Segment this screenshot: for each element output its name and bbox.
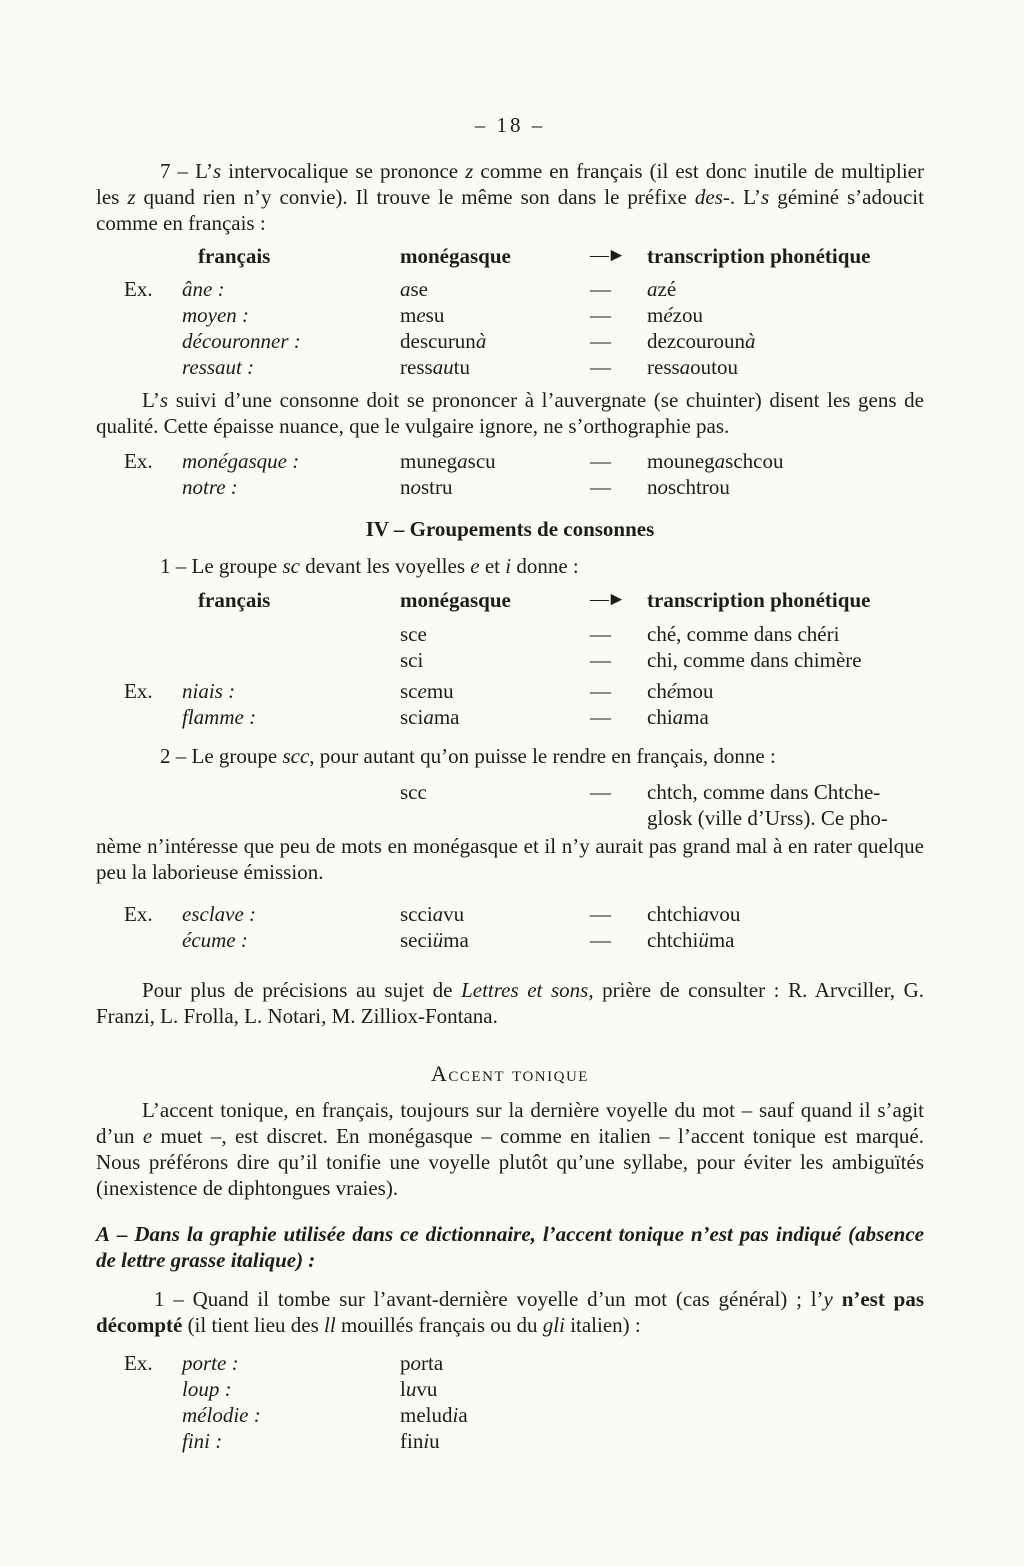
arrow-icon: —►	[590, 245, 624, 266]
paragraph-consulter: Pour plus de précisions au sujet de Lettres et sons, prière de consulter : R. Arvciller, G. Franzi, L. Frolla, L. Notari, M. Zilliox-Fontana.	[96, 978, 924, 1028]
dash: —	[590, 705, 611, 729]
table-row	[124, 354, 924, 380]
column-header-monegasque: monégasque	[400, 588, 511, 612]
paragraph-accent-tonique: L’accent tonique, en français, toujours sur la dernière voyelle du mot – sauf quand il s’agit d’un e muet –, est discret. En monégasque – comme en italien – l’accent tonique est marqué. Nous préférons dire qu’il tonifie une voyelle plutôt qu’une syllabe, pour éviter les ambiguïtés (inexistence de diphtongues vraies).	[96, 1098, 924, 1200]
ex-label	[124, 621, 182, 647]
table-row	[124, 328, 924, 354]
french-word	[182, 621, 400, 647]
monegasque-word: mesu	[400, 303, 445, 327]
monegasque-word: munegascu	[400, 449, 496, 473]
monegasque-word: sciama	[400, 705, 460, 729]
table-row	[124, 302, 924, 328]
table4-exemples-sc	[96, 678, 924, 730]
table-row	[124, 678, 924, 704]
ex-label	[124, 779, 182, 831]
column-header-francais: français	[198, 588, 271, 612]
dash	[590, 1376, 647, 1402]
dash: —	[590, 355, 611, 379]
french-word: ressaut :	[182, 355, 255, 379]
dash: —	[590, 303, 611, 327]
table-row	[124, 901, 924, 927]
heading-a-graphie: A – Dans la graphie utilisée dans ce dictionnaire, l’accent tonique n’est pas indiqué (absence de lettre grasse italique) :	[96, 1222, 924, 1272]
table-row	[124, 647, 924, 673]
table-row	[124, 704, 924, 730]
monegasque-word: seciüma	[400, 928, 469, 952]
ex-label: Ex.	[124, 449, 153, 473]
table1-exemples-s	[96, 276, 924, 380]
table7-exemples-accent	[96, 1350, 924, 1454]
phonetic-line-2: glosk (ville d’Urss). Ce pho-	[647, 806, 888, 830]
header-spacer	[124, 243, 182, 269]
ex-label	[124, 354, 182, 380]
french-word: âne :	[182, 277, 225, 301]
french-word: notre :	[182, 475, 238, 499]
table2-exemples-chuintement	[96, 448, 924, 500]
paragraph-s-intervocalique: 7 – L’s intervocalique se prononce z comme en français (il est donc inutile de multiplier les z quand rien n’y convie). Il trouve le même son dans le préfixe des-. L’s géminé s’adoucit comme en français :	[96, 159, 924, 235]
french-word: fini :	[182, 1429, 223, 1453]
ex-label: Ex.	[124, 277, 153, 301]
section-heading-groupements: IV – Groupements de consonnes	[365, 517, 655, 541]
phonetic-word: mounegaschcou	[647, 449, 784, 473]
ex-label	[124, 474, 182, 500]
table1-header	[124, 243, 924, 269]
french-word: niais :	[182, 679, 236, 703]
monegasque-word: scciavu	[400, 902, 465, 926]
paragraph-chuinter: L’s suivi d’une consonne doit se prononcer à l’auvergnate (se chuinter) disent les gens de qualité. Cette épaisse nuance, que le vulgaire ignore, ne s’orthographie pas.	[96, 388, 924, 438]
table3-header	[124, 587, 924, 613]
table-row	[124, 276, 924, 302]
phonetic-line-1: chtch, comme dans Chtche-	[647, 780, 881, 804]
phonetic-word	[647, 1428, 924, 1454]
monegasque-word: scemu	[400, 679, 454, 703]
ex-label	[124, 1376, 182, 1402]
phonetic-word: chémou	[647, 679, 714, 703]
table-row	[124, 621, 924, 647]
phonetic-word: mézou	[647, 303, 703, 327]
table-row	[124, 1402, 924, 1428]
french-word: écume :	[182, 928, 248, 952]
french-word: moyen :	[182, 303, 250, 327]
table-row	[124, 1428, 924, 1454]
monegasque-word: ressautu	[400, 355, 471, 379]
page-number: – 18 –	[474, 113, 546, 137]
monegasque-word: ase	[400, 277, 428, 301]
dash: —	[590, 277, 611, 301]
monegasque-word: porta	[400, 1351, 444, 1375]
french-word: mélodie :	[182, 1403, 261, 1427]
section-heading-accent-tonique: Accent tonique	[431, 1061, 589, 1086]
table5-groupe-scc	[124, 779, 924, 831]
french-word	[182, 647, 400, 673]
dash: —	[590, 902, 611, 926]
ex-label	[124, 647, 182, 673]
dash: —	[590, 648, 611, 672]
dash: —	[590, 622, 611, 646]
column-header-transcription: transcription phonétique	[647, 588, 871, 612]
column-header-transcription: transcription phonétique	[647, 244, 871, 268]
monegasque-word: sci	[400, 648, 424, 672]
ex-label	[124, 704, 182, 730]
french-word: loup :	[182, 1377, 232, 1401]
monegasque-word: finiu	[400, 1429, 440, 1453]
ex-label	[124, 1402, 182, 1428]
header-spacer	[124, 587, 182, 613]
french-word: découronner :	[182, 329, 301, 353]
phonetic-word: chtchiüma	[647, 928, 735, 952]
phonetic-word	[647, 1402, 924, 1428]
table-row	[124, 1350, 924, 1376]
dash: —	[590, 449, 611, 473]
phonetic-word: ressaoutou	[647, 355, 739, 379]
dash	[590, 1402, 647, 1428]
ex-label: Ex.	[124, 1351, 153, 1375]
french-word: monégasque :	[182, 449, 300, 473]
ex-label	[124, 328, 182, 354]
phonetic-word: chiama	[647, 705, 709, 729]
column-header-francais: français	[198, 244, 271, 268]
table6-exemples-scc	[96, 901, 924, 953]
ex-label: Ex.	[124, 679, 153, 703]
french-word: esclave :	[182, 902, 257, 926]
table-row	[124, 1376, 924, 1402]
dash: —	[590, 679, 611, 703]
arrow-icon: —►	[590, 589, 624, 610]
phonetic-word: ché, comme dans chéri	[647, 622, 840, 646]
paragraph-groupe-scc: 2 – Le groupe scc, pour autant qu’on puisse le rendre en français, donne :	[160, 744, 776, 768]
monegasque-word: sce	[400, 622, 427, 646]
table-row	[124, 474, 924, 500]
ex-label	[124, 302, 182, 328]
table-row	[124, 927, 924, 953]
monegasque-word: descurunà	[400, 329, 487, 353]
french-word	[182, 779, 400, 831]
paragraph-phoneme-suite: nème n’intéresse que peu de mots en monégasque et il n’y aurait pas grand mal à en rater quelque peu la laborieuse émission.	[96, 834, 924, 884]
french-word: porte :	[182, 1351, 239, 1375]
column-header-monegasque: monégasque	[400, 244, 511, 268]
dash: —	[590, 928, 611, 952]
monegasque-word: meludia	[400, 1403, 468, 1427]
phonetic-word: noschtrou	[647, 475, 730, 499]
phonetic-word: dezcourounà	[647, 329, 756, 353]
table-row	[124, 448, 924, 474]
phonetic-word: chtchiavou	[647, 902, 741, 926]
ex-label: Ex.	[124, 902, 153, 926]
ex-label	[124, 927, 182, 953]
phonetic-word	[647, 1376, 924, 1402]
french-word: flamme :	[182, 705, 257, 729]
dash: —	[590, 329, 611, 353]
dash: —	[590, 780, 611, 804]
phonetic-word: chi, comme dans chimère	[647, 648, 862, 672]
monegasque-word: luvu	[400, 1377, 438, 1401]
phonetic-word	[647, 779, 924, 831]
ex-label	[124, 1428, 182, 1454]
phonetic-word	[647, 1350, 924, 1376]
dash	[590, 1428, 647, 1454]
phonetic-word: azé	[647, 277, 677, 301]
paragraph-groupe-sc: 1 – Le groupe sc devant les voyelles e et i donne :	[160, 554, 579, 578]
monegasque-word: nostru	[400, 475, 453, 499]
dash	[590, 1350, 647, 1376]
paragraph-item-1: 1 – Quand il tombe sur l’avant-dernière voyelle d’un mot (cas général) ; l’y n’est pas décompté (il tient lieu des ll mouillés français ou du gli italien) :	[96, 1287, 924, 1337]
table3-groupe-sc	[96, 621, 924, 673]
dash: —	[590, 475, 611, 499]
monegasque-word: scc	[400, 780, 427, 804]
